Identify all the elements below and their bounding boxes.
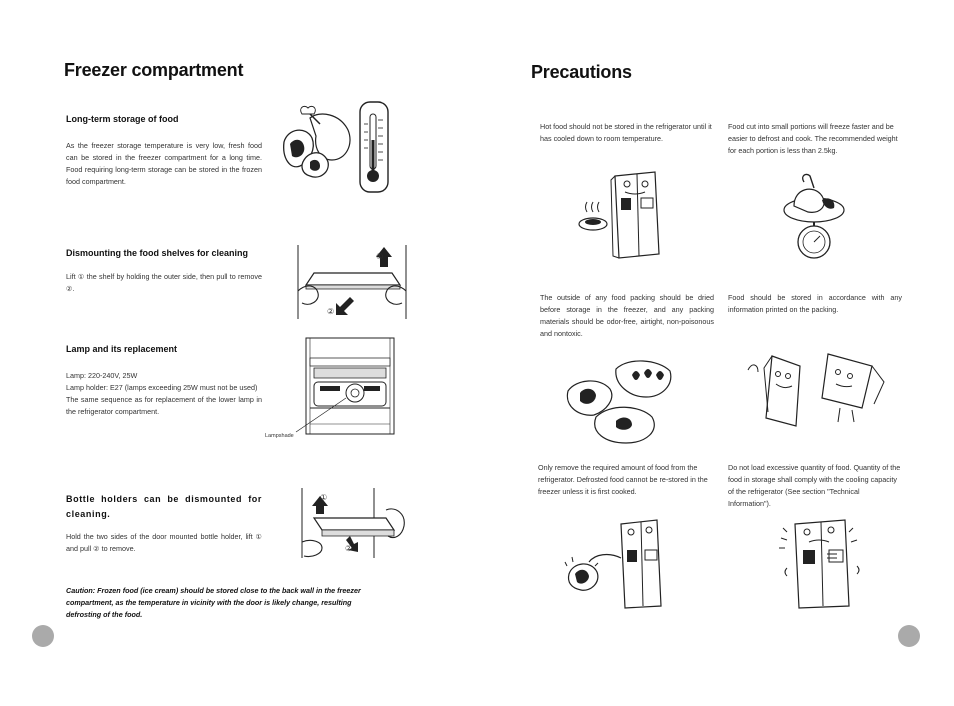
precaution-excessive-load: Do not load excessive quantity of food. Quantity of the food in storage shall comply with the cooling capacity of the refrigerator (See section "Technical Information").	[728, 463, 901, 508]
food-packages-illustration	[566, 355, 674, 445]
marker-two-bottle: ②	[345, 544, 353, 553]
precaution-packing-info: Food should be stored in accordance with any information printed on the packing.	[728, 293, 902, 314]
lamp-line-1: Lamp: 220-240V, 25W	[66, 371, 138, 380]
lampshade-callout: Lampshade	[265, 433, 294, 439]
section-heading-lamp: Lamp and its replacement	[66, 344, 178, 354]
marker-one-bottle: ①	[320, 493, 328, 502]
section-body-long-term-storage: As the freezer storage temperature is very low, fresh food can be stored in the freezer compartment for a long time. Food requiring long-term storage can be stored in the frozen food compartment.	[66, 141, 262, 186]
bottle-holder-illustration	[300, 488, 410, 560]
precaution-small-portions: Food cut into small portions will freeze faster and be easier to defrost and cook. The recommended weight for each portion is less than 2.5kg.	[728, 122, 898, 155]
page-marker-left	[32, 625, 54, 647]
left-page-title: Freezer compartment	[64, 60, 244, 80]
packaging-characters-illustration	[742, 352, 892, 432]
section-heading-long-term-storage: Long-term storage of food	[66, 114, 179, 124]
precaution-remove-required: Only remove the required amount of food from the refrigerator. Defrosted food cannot be re-stored in the freezer unless it is first cooked.	[538, 463, 708, 496]
marker-two: ②	[327, 307, 335, 316]
chicken-on-scale-illustration	[780, 170, 850, 262]
section-body-lamp	[66, 370, 262, 418]
lamp-line-2: Lamp holder: E27 (lamps exceeding 25W must not be used)	[66, 383, 258, 392]
caution-note: Caution: Frozen food (ice cream) should be stored close to the back wall in the freezer compartment, as the temperature in vicinity with the door is likely change, resulting defrosting of the food.	[66, 586, 361, 619]
section-body-bottle-holders: Hold the two sides of the door mounted bottle holder, lift ① and pull ② to remove.	[66, 532, 262, 553]
right-page-title: Precautions	[531, 62, 632, 82]
lamp-illustration	[300, 338, 400, 436]
precaution-dry-packing: The outside of any food packing should be dried before storage in the freezer, and any packing materials should be odor-free, airtight, non-poisonous and nontoxic.	[540, 293, 714, 338]
section-heading-bottle-holders: Bottle holders can be dismounted for cleaning.	[66, 494, 262, 519]
section-heading-dismount-shelves: Dismounting the food shelves for cleaning	[66, 248, 249, 258]
shelf-removal-illustration	[296, 245, 408, 323]
precaution-hot-food: Hot food should not be stored in the refrigerator until it has cooled down to room temperature.	[540, 122, 712, 143]
fridge-hot-food-illustration	[575, 168, 670, 260]
fridge-overloaded-illustration	[775, 514, 865, 610]
fridge-defrost-illustration	[565, 518, 665, 610]
section-body-dismount-shelves: Lift ① the shelf by holding the outer side, then pull to remove ②.	[66, 272, 262, 293]
lamp-line-3: The same sequence as for replacement of the lower lamp in the refrigerator compartment.	[66, 395, 262, 416]
marker-one: ①	[376, 252, 384, 261]
meat-and-thermometer-illustration	[280, 100, 410, 195]
page-marker-right	[898, 625, 920, 647]
